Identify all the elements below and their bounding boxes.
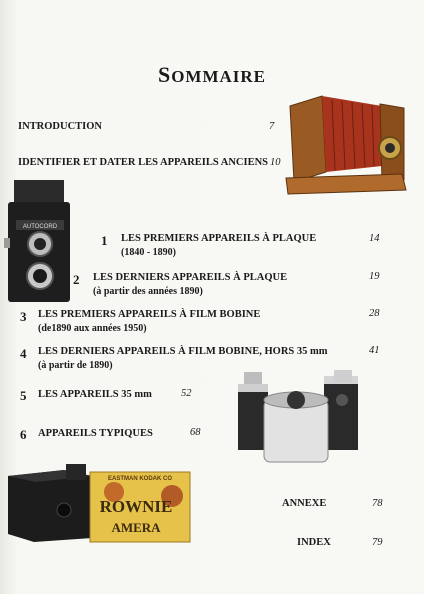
toc-chapter-number-6: 6: [20, 427, 27, 442]
toc-entry-introduction: INTRODUCTION: [18, 121, 103, 132]
toc-page-chapter-6: 68: [190, 427, 201, 438]
toc-entry-annexe: ANNEXE: [282, 498, 327, 509]
toc-sub-chapter-4: (à partir de 1890): [38, 360, 113, 371]
toc-entry-chapter-3: LES PREMIERS APPAREILS À FILM BOBINE: [38, 309, 261, 320]
camera-label: AMERA: [111, 520, 161, 535]
brownie-box-photo: [88, 468, 192, 544]
toc-chapter-number-3: 3: [20, 309, 27, 324]
toc-sub-chapter-1: (1840 - 1890): [121, 247, 176, 258]
kodak-label: EASTMAN KODAK CO: [108, 476, 172, 482]
toc-page-chapter-1: 14: [369, 233, 380, 244]
toc-entry-chapter-5: LES APPAREILS 35 mm: [38, 389, 152, 400]
toc-page-introduction: 7: [269, 121, 275, 132]
toc-chapter-number-2: 2: [73, 272, 80, 287]
toc-chapter-number-4: 4: [20, 346, 27, 361]
toc-entry-chapter-6: APPAREILS TYPIQUES: [38, 428, 153, 439]
box-camera-photo: [4, 462, 94, 542]
toc-entry-chapter-2: LES DERNIERS APPAREILS À PLAQUE: [93, 272, 288, 283]
toc-page-chapter-3: 28: [369, 308, 380, 319]
toc-page-chapter-4: 41: [369, 345, 380, 356]
toc-entry-chapter-4: LES DERNIERS APPAREILS À FILM BOBINE, HORS 35 mm: [38, 346, 328, 357]
page-title: SOMMAIRE: [157, 62, 267, 87]
panoramic-camera-photo: [234, 370, 364, 470]
toc-page-identifier: 10: [270, 157, 281, 168]
toc-chapter-number-1: 1: [101, 233, 108, 248]
brownie-label: ROWNIE: [99, 497, 173, 516]
toc-page-chapter-2: 19: [369, 271, 380, 282]
toc-sub-chapter-3: (de1890 aux années 1950): [38, 323, 147, 334]
toc-page-chapter-5: 52: [181, 388, 192, 399]
toc-entry-identifier: IDENTIFIER ET DATER LES APPAREILS ANCIENS: [18, 157, 269, 168]
autocord-label: AUTOCORD: [22, 224, 58, 230]
toc-page-annexe: 78: [372, 498, 383, 509]
toc-entry-chapter-1: LES PREMIERS APPAREILS À PLAQUE: [121, 233, 317, 244]
toc-page-index: 79: [372, 537, 383, 548]
toc-sub-chapter-2: (à partir des années 1890): [93, 286, 203, 297]
autocord-tlr-camera-photo: [4, 178, 76, 306]
toc-chapter-number-5: 5: [20, 388, 27, 403]
bellows-camera-photo: [282, 90, 407, 195]
toc-entry-index: INDEX: [297, 537, 331, 548]
